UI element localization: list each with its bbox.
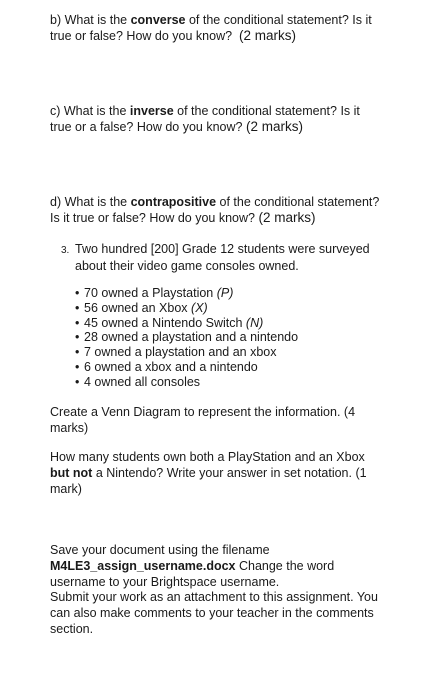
save-instruction: [50, 542, 380, 590]
question-b-marks: (2 marks): [239, 28, 296, 43]
list-item: [75, 330, 298, 345]
bullet-icon: •: [75, 315, 80, 330]
question-c-marks: (2 marks): [245, 119, 303, 134]
question-d-text: of the conditional statement? Is it true or false? How do you know?: [50, 195, 380, 225]
question-b: [50, 12, 380, 44]
question-b-text: of the conditional statement? Is it true or false? How do you know?: [50, 13, 372, 43]
set-question-text: How many students own both a PlayStation and an Xbox: [50, 450, 365, 464]
bullet-icon: •: [75, 374, 80, 389]
set-notation-question: [50, 449, 380, 497]
save-text-tail: Change the word username to your Brightspace username.: [50, 559, 335, 589]
list-item: [75, 345, 298, 360]
fact-text: 28 owned a playstation and a nintendo: [84, 330, 299, 345]
venn-instruction: Create a Venn Diagram to represent the information. (4 marks): [50, 405, 356, 435]
fact-text: 4 owned all consoles: [84, 374, 201, 389]
filename: M4LE3_assign_username.docx: [50, 559, 236, 573]
question-d-prefix: d) What is the: [50, 195, 131, 209]
list-item: [75, 301, 298, 316]
question-b-term: converse: [130, 13, 186, 27]
question-3-line1: [61, 242, 391, 259]
bullet-icon: •: [75, 359, 80, 374]
question-3-number: 3.: [61, 245, 70, 256]
question-3-text-1: Two hundred [200] Grade 12 students were surveyed: [75, 242, 370, 256]
list-item: [75, 286, 298, 301]
fact-text: 70 owned a Playstation: [84, 286, 217, 300]
question-c-text: of the conditional statement? Is it true or a false? How do you know?: [50, 104, 360, 134]
bullet-icon: •: [75, 300, 80, 315]
question-c-prefix: c) What is the: [50, 104, 130, 118]
save-text: Save your document using the filename: [50, 543, 270, 557]
list-item: [75, 375, 298, 390]
fact-text: 7 owned a playstation and an xbox: [84, 345, 277, 360]
fact-text: 56 owned an Xbox: [84, 300, 192, 315]
list-item: [75, 316, 298, 331]
fact-text: 45 owned a Nintendo Switch: [84, 315, 246, 330]
question-c-term: inverse: [129, 104, 174, 118]
question-3-text-2: about their video game consoles owned.: [75, 258, 299, 273]
bullet-icon: •: [75, 345, 80, 360]
submit-instruction: Submit your work as an attachment to this assignment. You can also make comments to your teacher in the comments section.: [50, 590, 378, 636]
fact-symbol: (P): [216, 286, 234, 300]
fact-symbol: (N): [245, 315, 264, 330]
bullet-icon: •: [75, 286, 80, 300]
list-item: [75, 360, 298, 375]
survey-facts-list: [75, 286, 298, 390]
set-question-tail: a Nintendo? Write your answer in set notation. (1 mark): [50, 466, 367, 496]
question-3-intro: [61, 242, 391, 274]
question-d-term: contrapositive: [130, 195, 217, 209]
bullet-icon: •: [75, 330, 80, 345]
question-c: [50, 103, 380, 135]
fact-text: 6 owned a xbox and a nintendo: [84, 359, 258, 374]
question-b-prefix: b) What is the: [50, 13, 131, 27]
question-d: [50, 194, 380, 226]
question-d-marks: (2 marks): [258, 210, 316, 225]
fact-symbol: (X): [191, 300, 208, 315]
set-question-emphasis: but not: [50, 466, 93, 480]
